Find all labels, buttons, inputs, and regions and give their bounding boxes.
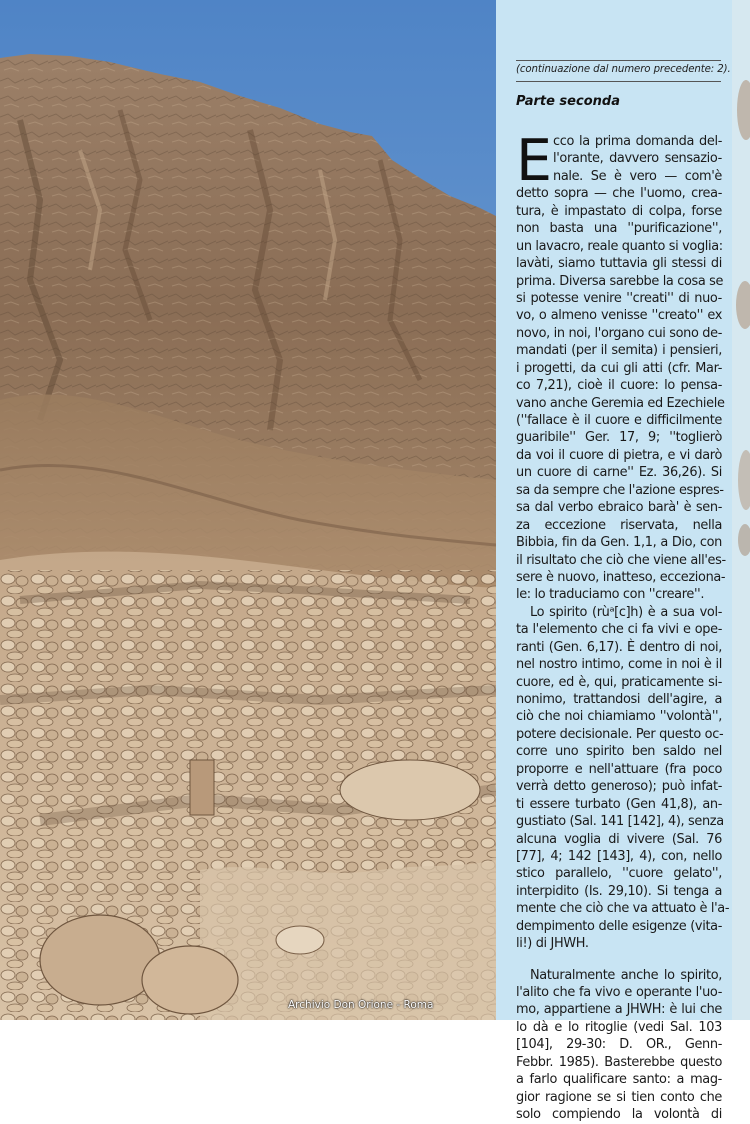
text-line: sere è nuovo, inatteso, eccezionа- (516, 569, 726, 585)
text-line: prima. Diversa sarebbe la cosa se (516, 273, 724, 289)
text-line: lo dà e lo ritoglie (vedi Sal. 103 (516, 1019, 722, 1035)
drop-cap: E (516, 128, 552, 194)
text-line: mente che ciò che va attuato è l'a- (516, 901, 730, 917)
paragraph-gap (516, 953, 722, 967)
text-line: dempimento delle esigenze (vita- (516, 918, 722, 934)
text-line: tura, è impastato di colpa, forse (516, 203, 722, 219)
archive-watermark: Archivio Don Orione - Roma (288, 999, 434, 1011)
edge-strip-illustration (732, 0, 750, 1020)
section-heading: Parte seconda (516, 94, 620, 109)
text-line: nonimo, trattandosi dell'agire, a (516, 692, 722, 707)
text-line: cuore, ed è, qui, praticamente si- (516, 674, 722, 690)
text-line: lavàti, siamo tuttavia gli stessi di (516, 256, 722, 272)
text-line: l'alito che fa vivo e operante l'uo- (516, 985, 722, 1000)
text-line: il risultato che ciò che viene all'es- (516, 552, 726, 568)
continuation-rule (516, 81, 721, 82)
text-line: un lavacro, reale quanto si voglia: (516, 238, 723, 254)
text-line: solo compiendo la volontà di (516, 1107, 722, 1123)
text-line: li!) di JHWH. (516, 936, 589, 952)
text-line: [104], 29-30: D. OR., Genn- (516, 1037, 722, 1053)
text-line: Bibbia, fin da Gen. 1,1, a Dio, con (516, 535, 722, 551)
next-page-edge (732, 0, 750, 1020)
text-line: sa da sempre che l'azione espres- (516, 482, 724, 498)
article-body (516, 128, 730, 1124)
text-line: verrà detto generoso); può infat- (516, 779, 722, 795)
text-line: nel nostro intimo, come in noi è il (516, 657, 722, 673)
text-line: alcuna voglia di vivere (Sal. 76 (516, 831, 722, 847)
text-line: proporre e nell'attuare (fra poco (516, 761, 722, 777)
text-line: interpidito (Is. 29,10). Si tenga a (516, 883, 722, 899)
text-line: Lo spirito (rùᵃ[c]h) è a sua vol- (530, 604, 722, 620)
text-line: da voi il cuore di pietra, e vi darò (516, 447, 722, 463)
text-line: l'orante, davvero sensazio- (553, 151, 722, 167)
text-line: nale. Se è vero — com'è (553, 168, 722, 184)
text-line: a farlo qualificare santo: a mag- (516, 1072, 722, 1088)
text-line: ti essere turbato (Gen 41,8), an- (516, 796, 722, 812)
text-line: (''fallace è il cuore e difficilmente (516, 413, 722, 428)
text-line: ciò che noi chiamiamo ''volontà'', (516, 709, 722, 725)
text-line: Febbr. 1985). Basterebbe questo (516, 1054, 722, 1070)
text-line: cco la prima domanda del- (553, 134, 722, 149)
text-line: Naturalmente anche lo spirito, (530, 967, 722, 983)
text-line: corre uno spirito ben saldo nel (516, 744, 722, 760)
text-line: detto sopra — che l'uomo, crea- (516, 186, 722, 202)
text-line: guaribile'' Ger. 17, 9; ''toglierò (516, 430, 722, 446)
text-line: vo, o almeno venisse ''creato'' ex (516, 308, 722, 324)
text-line: za eccezione riservata, nella (516, 517, 722, 533)
text-line: gustiato (Sal. 141 [142], 4), senza (516, 814, 724, 830)
text-line: i progetti, da cui gli atti (cfr. Mar- (516, 360, 722, 376)
text-line: un cuore di carne'' Ez. 36,26). Si (516, 465, 722, 481)
top-rule (516, 60, 721, 61)
text-line: stico parallelo, ''cuore gelato'', (516, 866, 722, 882)
text-line: mo, appartiene a JHWH: è lui che (516, 1002, 722, 1018)
text-line: si potesse venire ''creati'' di nuo- (516, 290, 722, 306)
continuation-note: (continuazione dal numero precedente: 2). (516, 64, 731, 75)
text-line: ta l'elemento che ci fa vivi e ope- (516, 622, 722, 638)
text-line: [77], 4; 142 [143], 4), con, nello (516, 848, 722, 864)
text-line: le: lo traduciamo con ''creare''. (516, 587, 705, 603)
text-line: mandati (per il semita) i pensieri, (516, 343, 722, 359)
text-line: potere decisionale. Per questo oc- (516, 726, 724, 742)
text-line: vano anche Geremia ed Ezechiele (516, 395, 725, 411)
text-line: novo, in noi, l'organo cui sono de- (516, 325, 722, 341)
text-line: non basta una ''purificazione'', (516, 221, 722, 237)
text-line: gior ragione se si tien conto che (516, 1089, 722, 1105)
text-line: ranti (Gen. 6,17). È dentro di noi, (516, 639, 722, 655)
text-line: co 7,21), cioè il cuore: lo pensa- (516, 378, 722, 394)
text-line: sa dal verbo ebraico barà' è sen- (516, 500, 722, 516)
